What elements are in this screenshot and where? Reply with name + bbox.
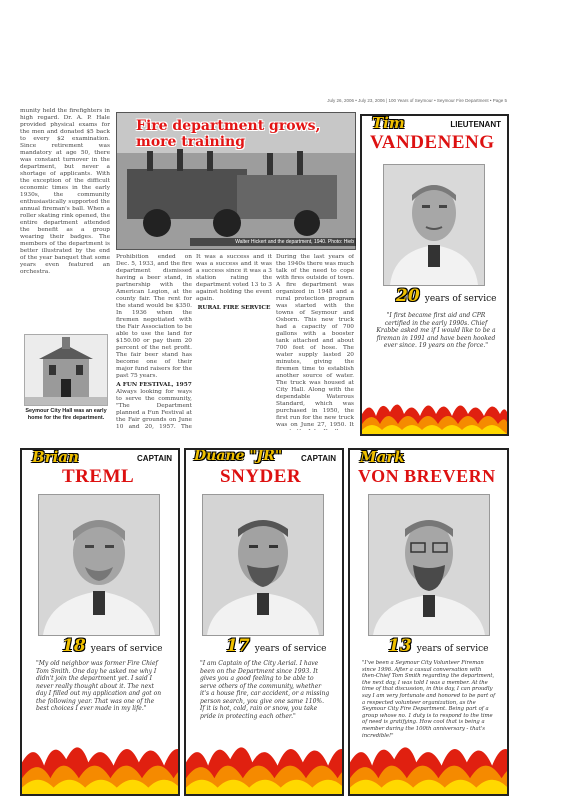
portrait-photo [383, 164, 485, 286]
years-label: years of service [254, 644, 327, 654]
article-column-2 [196, 254, 272, 430]
years-number: 17 [226, 636, 250, 656]
flames-graphic [350, 734, 509, 794]
years-of-service [62, 636, 163, 656]
section-heading: RURAL FIRE SERVICE [197, 305, 271, 311]
years-of-service [226, 636, 327, 656]
article-column-3 [276, 254, 354, 430]
rank-label: CAPTAIN [301, 454, 336, 463]
last-name: SNYDER [220, 466, 302, 487]
article-paragraph: Always looking for ways to serve the community, "The Department planned a Fun Festival at the Fair grounds on June 10 and 20, 1957. The [116, 389, 192, 430]
years-label: years of service [424, 294, 497, 304]
years-label: years of service [416, 644, 489, 654]
years-number: 18 [62, 636, 86, 656]
section-heading: A FUN FESTIVAL, 1957 [116, 382, 192, 388]
profile-card-snyder [184, 448, 344, 796]
article-paragraph: During the last years of the 1940s there was much talk of the need to cope with fires outside of town. A fire department was organized in 1948 and a rural protection program was started with the towns of Seymour and Osborn. This new truck had a capacity of 700 gallons with a booster tank attached and about 700 feet of hose. The water supply lasted 20 minutes, giving the firemen time to establish another source of water. The truck was housed at City Hall. Along with the dependable Waterous Standard, which was purchased in 1950, the first run for the new truck was on June 27, 1950. It [276, 254, 354, 428]
last-name: VANDENENG [370, 132, 495, 153]
years-of-service [388, 636, 489, 656]
portrait-photo [368, 494, 490, 636]
first-name: Duane "JR" [194, 448, 283, 464]
city-hall-caption: Seymour City Hall was an early home for the fire department. [25, 408, 107, 421]
first-name: Mark [360, 448, 405, 466]
article-paragraph: It was a success and it was a success and it was a success since it was a 3 station rating the department voted 13 to 3 against holding the event again. [196, 254, 272, 302]
profile-quote: "I first became first aid and CPR certified in the early 1990s. Chief Krabbe asked me if I would like to be a fireman in 1991 and have been hooked ever since. 19 years on the force." [376, 312, 496, 349]
running-header: July 26, 2006 • July 23, 2006 | 100 Years of Seymour • Seymour Fire Department • Page 5 [327, 98, 507, 103]
feature-headline: Fire department grows, more training [136, 118, 321, 150]
profile-quote: "I've been a Seymour City Volunteer Fireman since 1996. After a casual conversation with then-Chief Tom Smith regarding the department, the next day, I was told I was a member. At the time of that discussion, in this day, I can proudly say I am very fortunate and honored to be part of a respected volunteer organization, as the Seymour City Fire Department. Being part of a group whose no. 1 duty is to respond to the time of need is gratifying. How cool that is being a member during the 100th anniversary - that's incredible!" [362, 660, 496, 739]
portrait-photo [202, 494, 324, 636]
city-hall-photo [24, 334, 108, 406]
profile-quote: "My old neighbor was former Fire Chief Tom Smith. One day he asked me why I didn't join the department yet. I said I never really thought about it. The next day I filled out my application and got on the following year. That was one of the best choices I ever made in my life." [36, 660, 162, 712]
years-label: years of service [90, 644, 163, 654]
profile-card-von-brevern [348, 448, 509, 796]
flames-graphic [22, 734, 180, 794]
feature-photo-caption: Walter Hickert and the department, 1940. Photo: Hieb [190, 238, 356, 246]
first-name: Brian [32, 448, 79, 466]
profile-card-treml [20, 448, 180, 796]
first-name: Tim [372, 114, 405, 132]
years-number: 20 [396, 286, 420, 306]
newspaper-page [20, 96, 507, 794]
left-column-text: munity held the firefighters in high regard. Dr. A. P. Hale provided physical exams for the men and donated $5 back to every $2 examination. Since retirement was mandatory at age 50, there was constant turnover in the department, but never a shortage of applicants. With the exception of the difficult economic times in the early 1930s, the community enthusiastically supported the annual fireman's ball. When a roller skating rink opened, the entire department attended the benefit as a group wearing their badges. The members of the department is better illustrated by the end of the year banquet that some years even featured an orchestra. [20, 108, 110, 275]
article-paragraph: Prohibition ended on Dec. 5, 1933, and the fire department dismissed having a beer stand, in partnership with the American Legion, at the county fair. The rent for the stand would be $350. In 1936 when the firemen negotiated with the Fair Association to be able to use the land for $150.00 or pay them 20 percent of the net profit. The fair beer stand has become one of their major fund raisers for the past 75 years. [116, 254, 192, 379]
years-of-service [396, 286, 497, 306]
last-name: TREML [62, 466, 135, 487]
article-column-1 [116, 254, 192, 430]
flames-graphic [186, 734, 344, 794]
profile-quote: "I am Captain of the City Aerial. I have been on the Department since 1993. It gives you a good feeling to be able to serve others of the community, whether it's a house fire, car accident, or a missing person search, you give one same 110%. If it is hot, cold, rain or snow, you take pride in protecting each other." [200, 660, 330, 720]
portrait-photo [38, 494, 160, 636]
last-name: VON BREVERN [358, 466, 496, 486]
rank-label: LIEUTENANT [450, 120, 501, 129]
flames-graphic [362, 396, 507, 434]
years-number: 13 [388, 636, 412, 656]
profile-card-vandeneng [360, 114, 509, 436]
rank-label: CAPTAIN [137, 454, 172, 463]
